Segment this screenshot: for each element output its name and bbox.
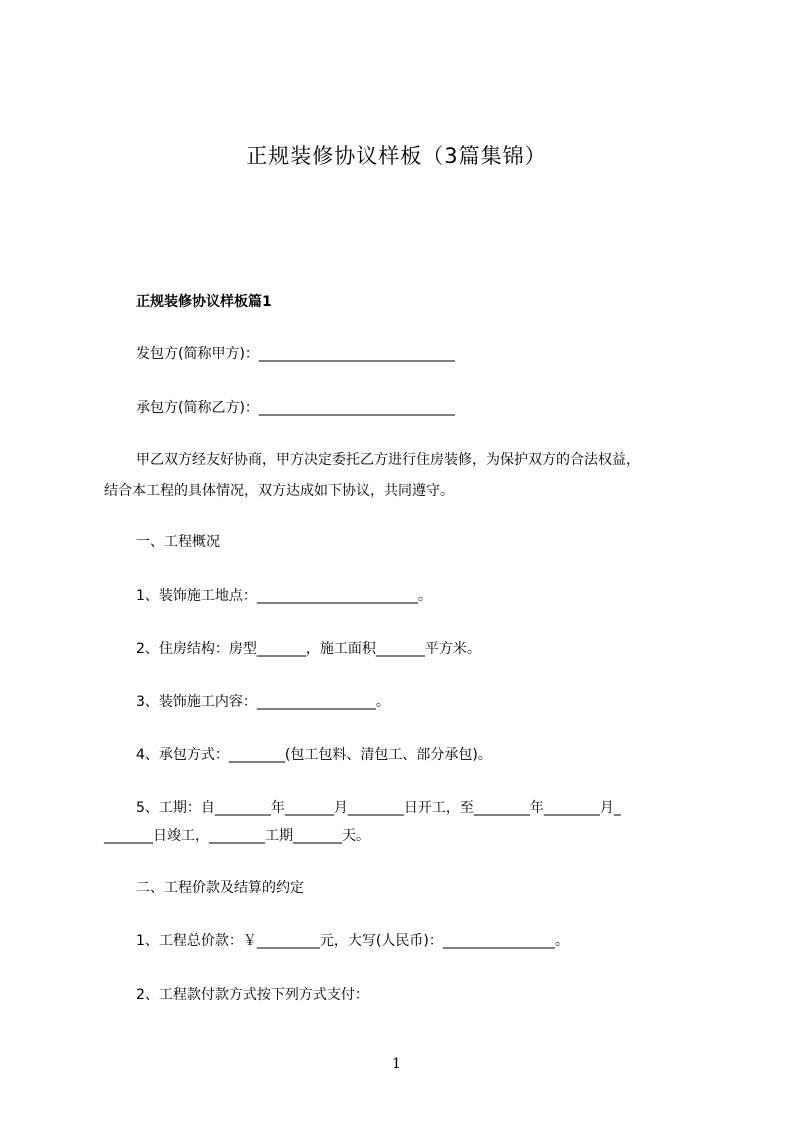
item-construction-period-line-1: 5、工期：自________年_______月________日开工，至________年________月_: [136, 800, 621, 816]
page-number: 1: [392, 1056, 401, 1072]
party-b-line: 承包方(简称乙方)：____________________________: [136, 400, 455, 416]
item-housing-structure: 2、住房结构：房型_______，施工面积_______平方米。: [136, 641, 481, 657]
intro-paragraph-line-2: 结合本工程的具体情况，双方达成如下协议，共同遵守。: [104, 483, 454, 499]
document-title: 正规装修协议样板（3篇集锦）: [246, 144, 547, 168]
item-contract-method: 4、承包方式：________(包工包料、清包工、部分承包)。: [136, 747, 492, 763]
item-construction-content: 3、装饰施工内容：_________________。: [136, 694, 390, 710]
item-total-price: 1、工程总价款：￥_________元，大写(人民币)：________________。: [136, 933, 569, 949]
intro-paragraph-line-1: 甲乙双方经友好协商，甲方决定委托乙方进行住房装修，为保护双方的合法权益，: [136, 452, 640, 468]
item-payment-method: 2、工程款付款方式按下列方式支付：: [136, 987, 369, 1003]
heading-price-settlement: 二、工程价款及结算的约定: [136, 880, 304, 896]
section-title: 正规装修协议样板篇1: [136, 294, 272, 310]
item-construction-period-line-2: _______日竣工，________工期_______天。: [104, 828, 370, 844]
item-construction-location: 1、装饰施工地点：_______________________。: [136, 588, 432, 604]
heading-project-overview: 一、工程概况: [136, 534, 220, 550]
party-a-line: 发包方(简称甲方)：____________________________: [136, 346, 455, 362]
